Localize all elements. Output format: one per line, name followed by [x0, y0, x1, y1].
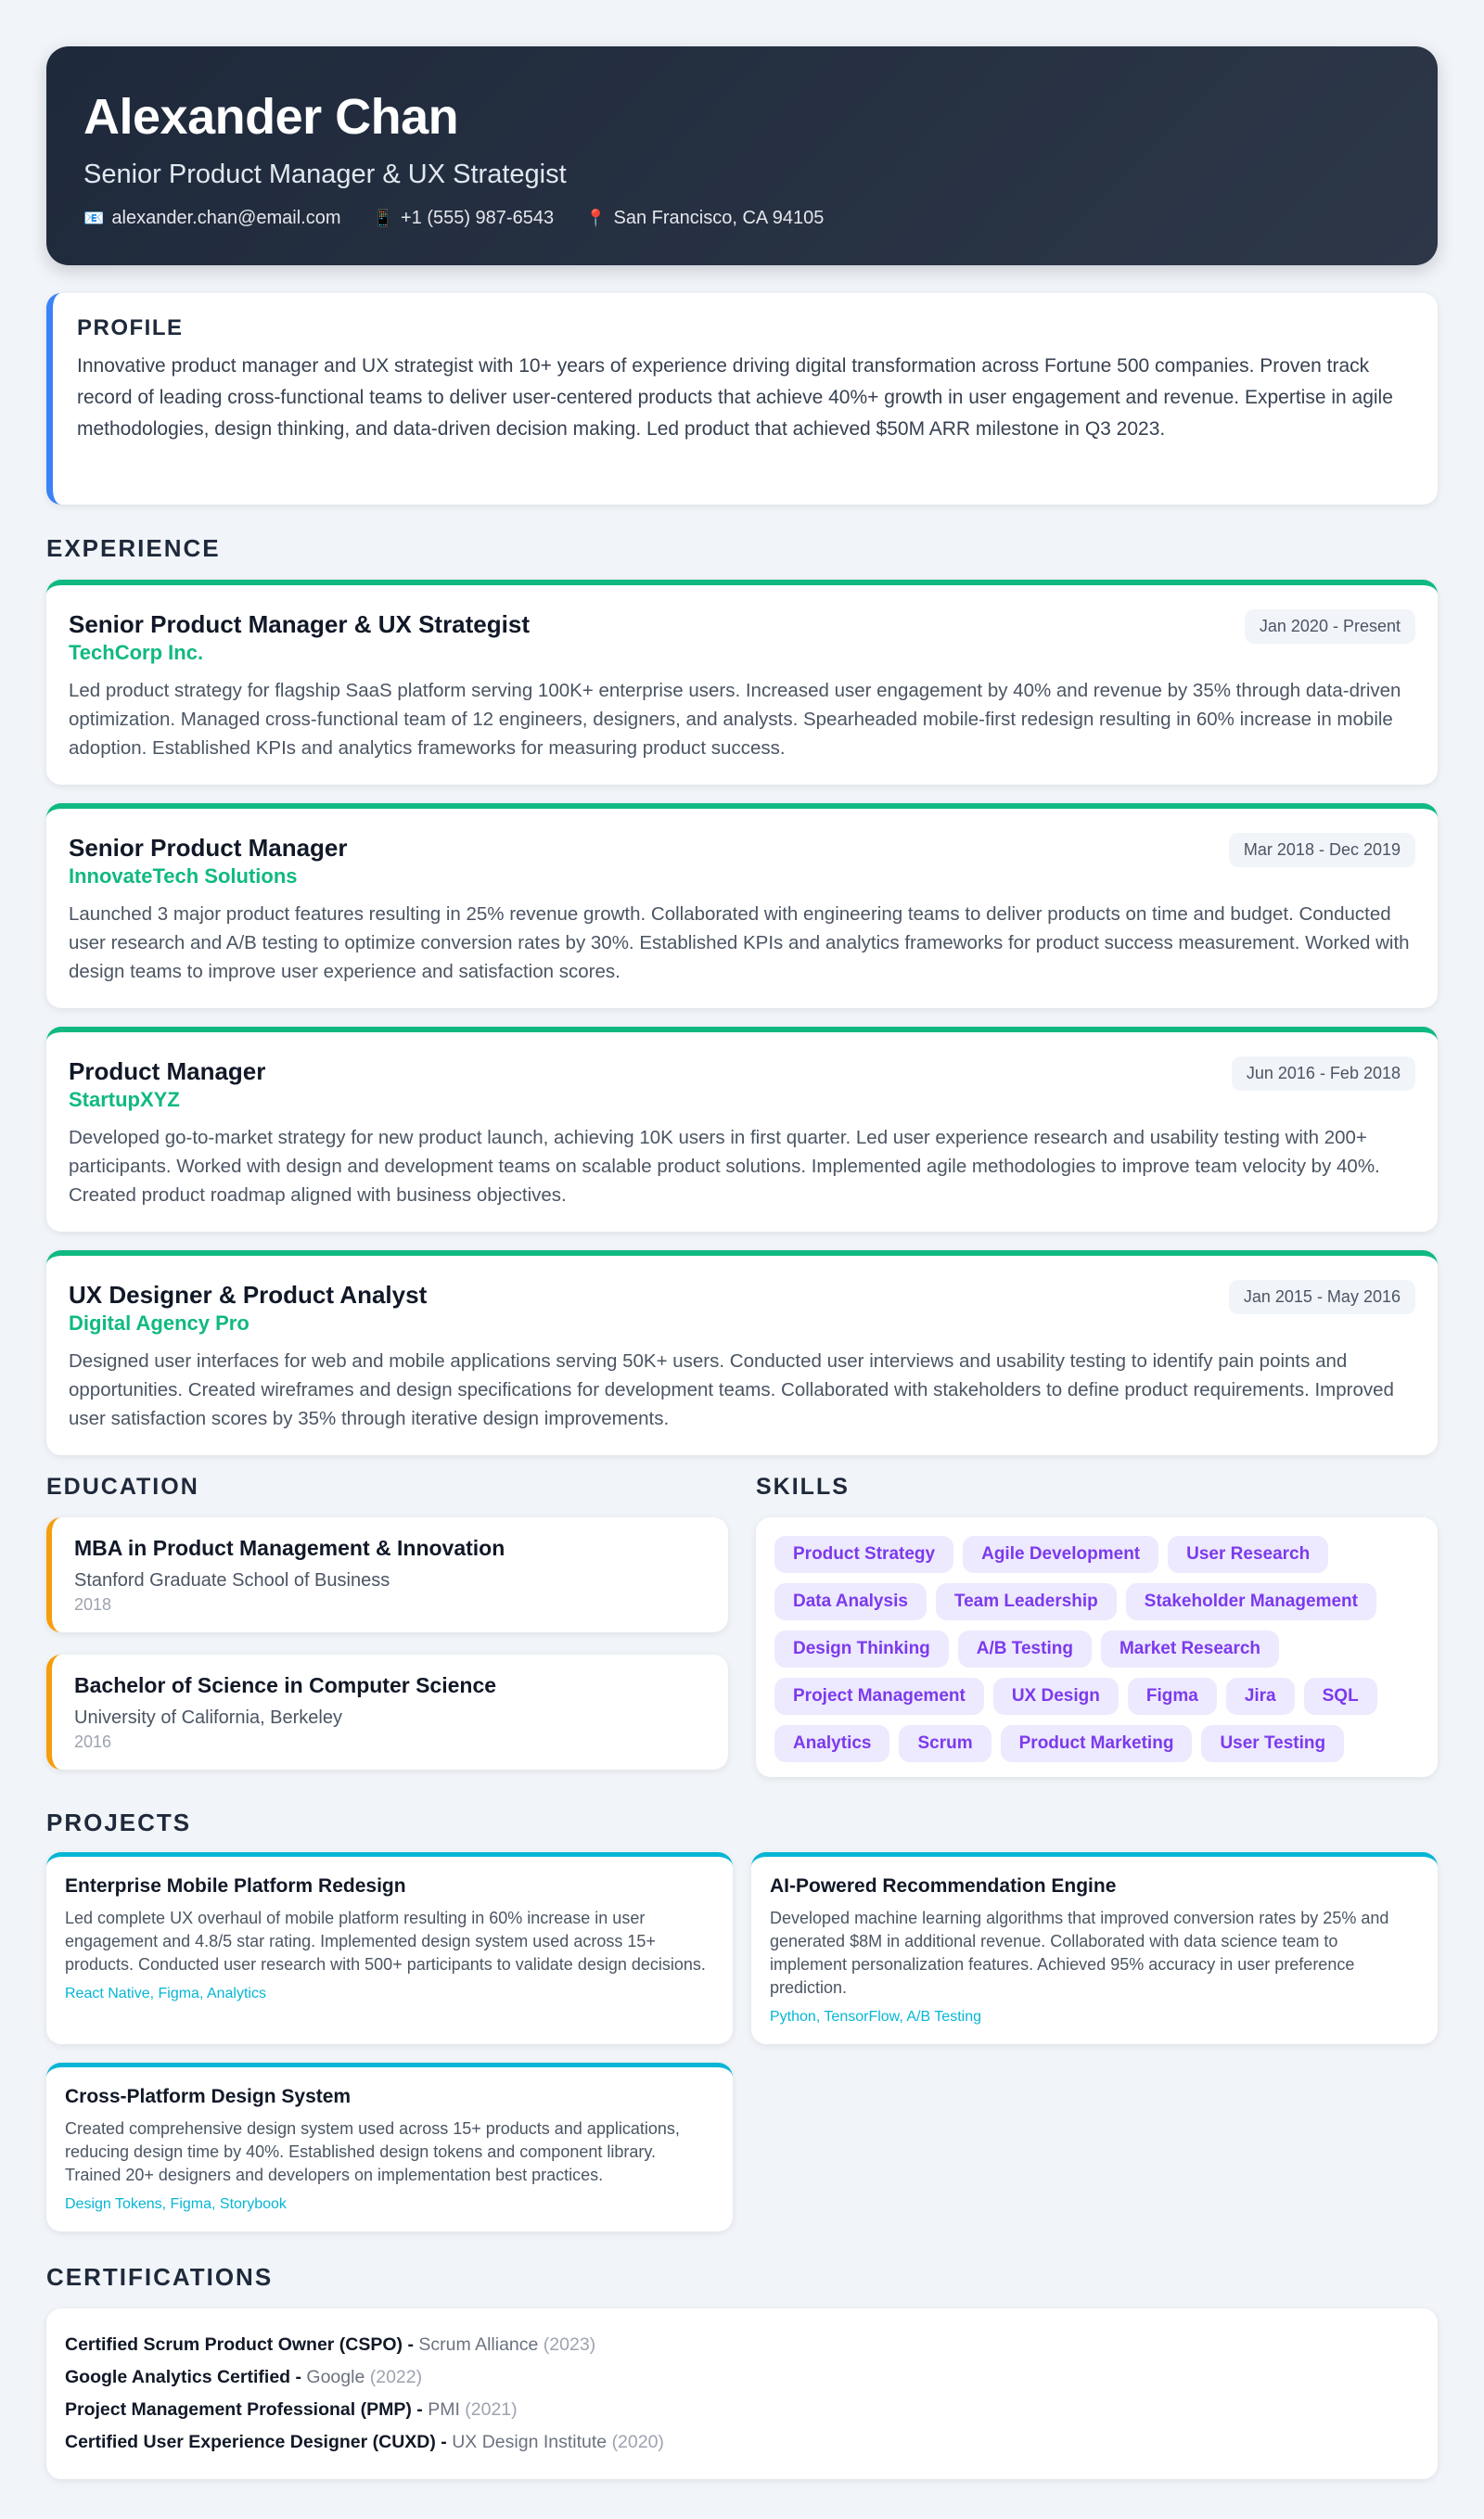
cert-name: Project Management Professional (PMP) [65, 2399, 412, 2420]
job-role: Product Manager [69, 1057, 266, 1085]
job-date-badge: Jan 2015 - May 2016 [1229, 1280, 1415, 1314]
skill-tag: Product Marketing [1001, 1725, 1193, 1762]
cert-year: (2022) [369, 2367, 423, 2387]
project-title: AI-Powered Recommendation Engine [770, 1875, 1117, 1897]
job-role: UX Designer & Product Analyst [69, 1281, 428, 1309]
profile-text: Innovative product manager and UX strategist with 10+ years of experience driving digital transformation across Fortune 500 companies. Proven track record of leading cross-functional teams to deliver user-centered products that achieve 40%+ growth in user engagement and revenue. Expertise in agile methodologies, design thinking, and data-driven decision making. Led product that achieved $50M ARR milestone in Q3 2023. [77, 355, 1393, 440]
location-text: San Francisco, CA 94105 [613, 208, 825, 228]
skill-tag: SQL [1304, 1678, 1377, 1715]
school: Stanford Graduate School of Business [74, 1570, 390, 1591]
skills-heading: SKILLS [756, 1474, 850, 1500]
skill-tag: UX Design [993, 1678, 1119, 1715]
education-entry [46, 1655, 728, 1770]
skill-tag: User Research [1168, 1536, 1328, 1573]
certification-item: Google Analytics Certified - Google (2022) [65, 2367, 423, 2387]
project-description: Led complete UX overhaul of mobile platform resulting in 60% increase in user engagement and 4.8/5 star rating. Implemented design system used across 15+ products. Conducted user research with 500+ participants to validate design decisions. [65, 1909, 706, 1974]
education-entry [46, 1517, 728, 1632]
job-description: Led product strategy for flagship SaaS platform serving 100K+ enterprise users. Increased user engagement by 40% and revenue by 35% through data-driven optimization. Managed cross-functional team of 12 engineers, designers, and analysts. Spearheaded mobile-first redesign resulting in 60% increase in mobile adoption. Established KPIs and analytics frameworks for measuring product success. [69, 680, 1401, 759]
education-section [46, 1474, 728, 1792]
job-description: Developed go-to-market strategy for new product launch, achieving 10K users in first quarter. Led user experience research and usability testing with 200+ participants. Worked with design and development teams on scalable product solutions. Implemented agile methodologies to improve team velocity by 40%. Created product roadmap aligned with business objectives. [69, 1127, 1380, 1206]
graduation-year: 2018 [74, 1595, 112, 1614]
education-heading: EDUCATION [46, 1474, 199, 1500]
skill-tag: Project Management [774, 1678, 984, 1715]
certifications-heading: CERTIFICATIONS [46, 2263, 274, 2291]
degree: MBA in Product Management & Innovation [74, 1536, 505, 1560]
project-card [751, 1852, 1438, 2044]
cert-org: UX Design Institute [452, 2432, 608, 2452]
cert-year: (2020) [611, 2432, 664, 2452]
job-company: Digital Agency Pro [69, 1311, 249, 1335]
skills-section [756, 1474, 1438, 1792]
skill-tag: Design Thinking [774, 1630, 949, 1668]
certifications-list [46, 2308, 1438, 2479]
projects-heading: PROJECTS [46, 1809, 192, 1836]
job-date-badge: Jun 2016 - Feb 2018 [1232, 1056, 1415, 1091]
contact-email[interactable] [83, 208, 341, 229]
skill-tag: Stakeholder Management [1126, 1583, 1376, 1620]
job-role: Senior Product Manager [69, 834, 348, 862]
skill-tag: Market Research [1101, 1630, 1279, 1668]
skill-tag: User Testing [1201, 1725, 1344, 1762]
cert-org: Scrum Alliance [418, 2334, 539, 2355]
certification-item: Certified User Experience Designer (CUXD) - UX Design Institute (2020) [65, 2432, 664, 2452]
skill-tag: Figma [1128, 1678, 1217, 1715]
email-icon: 📧 [83, 209, 105, 227]
cert-year: (2023) [543, 2334, 596, 2355]
project-card [46, 2063, 733, 2231]
graduation-year: 2016 [74, 1733, 112, 1751]
phone-icon: 📱 [372, 209, 393, 227]
cert-name: Certified User Experience Designer (CUXD) [65, 2432, 436, 2452]
cert-org: Google [306, 2367, 365, 2387]
email-text: alexander.chan@email.com [111, 208, 341, 228]
skill-tag: Team Leadership [936, 1583, 1117, 1620]
certification-item: Certified Scrum Product Owner (CSPO) - Scrum Alliance (2023) [65, 2334, 596, 2355]
job-entry [46, 803, 1438, 1008]
job-entry [46, 580, 1438, 785]
experience-heading: EXPERIENCE [46, 534, 221, 562]
project-title: Enterprise Mobile Platform Redesign [65, 1875, 406, 1897]
job-entry [46, 1250, 1438, 1455]
contact-phone[interactable] [373, 208, 555, 229]
job-company: InnovateTech Solutions [69, 864, 298, 888]
cert-org: PMI [428, 2399, 460, 2420]
skill-tag: Jira [1226, 1678, 1295, 1715]
project-description: Created comprehensive design system used across 15+ products and applications, reducing design time by 40%. Established design tokens and component library. Trained 20+ designers and developers on implementation best practices. [65, 2119, 680, 2184]
skill-tag: A/B Testing [958, 1630, 1092, 1668]
contact-location [585, 208, 824, 229]
education-skills-row [46, 1474, 1438, 1792]
job-entry [46, 1027, 1438, 1232]
resume-header [46, 46, 1438, 265]
project-card [46, 1852, 733, 2044]
school: University of California, Berkeley [74, 1707, 342, 1728]
project-tech: Design Tokens, Figma, Storybook [65, 2196, 287, 2212]
job-description: Launched 3 major product features resulting in 25% revenue growth. Collaborated with engineering teams to deliver products on time and budget. Conducted user research and A/B testing to optimize conversion rates by 30%. Established KPIs and analytics frameworks for product success measurement. Worked with design teams to improve user experience and satisfaction scores. [69, 903, 1410, 982]
cert-year: (2021) [465, 2399, 518, 2420]
phone-text: +1 (555) 987-6543 [400, 208, 555, 228]
project-title: Cross-Platform Design System [65, 2086, 352, 2107]
experience-list [46, 580, 1438, 1455]
candidate-title: Senior Product Manager & UX Strategist [83, 160, 567, 189]
degree: Bachelor of Science in Computer Science [74, 1673, 497, 1697]
project-tech: Python, TensorFlow, A/B Testing [770, 2009, 981, 2025]
profile-section [46, 293, 1438, 505]
projects-grid [46, 1852, 1438, 2231]
job-role: Senior Product Manager & UX Strategist [69, 610, 530, 638]
certification-item: Project Management Professional (PMP) - PMI (2021) [65, 2399, 518, 2420]
skill-tag: Scrum [899, 1725, 991, 1762]
project-tech: React Native, Figma, Analytics [65, 1986, 266, 2001]
skills-list [756, 1517, 1438, 1777]
skill-tag: Agile Development [963, 1536, 1158, 1573]
profile-heading: PROFILE [77, 315, 184, 340]
cert-name: Google Analytics Certified [65, 2367, 291, 2387]
skill-tag: Data Analysis [774, 1583, 927, 1620]
skill-tag: Analytics [774, 1725, 889, 1762]
project-description: Developed machine learning algorithms that improved conversion rates by 25% and generated $8M in additional revenue. Collaborated with data science team to implement personalization features. Achieved 95% accuracy in user preference prediction. [770, 1909, 1389, 1997]
skill-tag: Product Strategy [774, 1536, 953, 1573]
job-company: TechCorp Inc. [69, 641, 204, 664]
contact-info [83, 208, 1401, 229]
job-date-badge: Jan 2020 - Present [1245, 609, 1415, 644]
candidate-name: Alexander Chan [83, 89, 459, 145]
cert-name: Certified Scrum Product Owner (CSPO) [65, 2334, 403, 2355]
job-description: Designed user interfaces for web and mobile applications serving 50K+ users. Conducted user interviews and usability testing to identify pain points and opportunities. Created wireframes and design specifications for development teams. Collaborated with stakeholders to define product requirements. Improved user satisfaction scores by 35% through iterative design improvements. [69, 1350, 1394, 1429]
job-date-badge: Mar 2018 - Dec 2019 [1229, 833, 1415, 867]
location-pin-icon: 📍 [585, 209, 607, 227]
job-company: StartupXYZ [69, 1088, 180, 1111]
